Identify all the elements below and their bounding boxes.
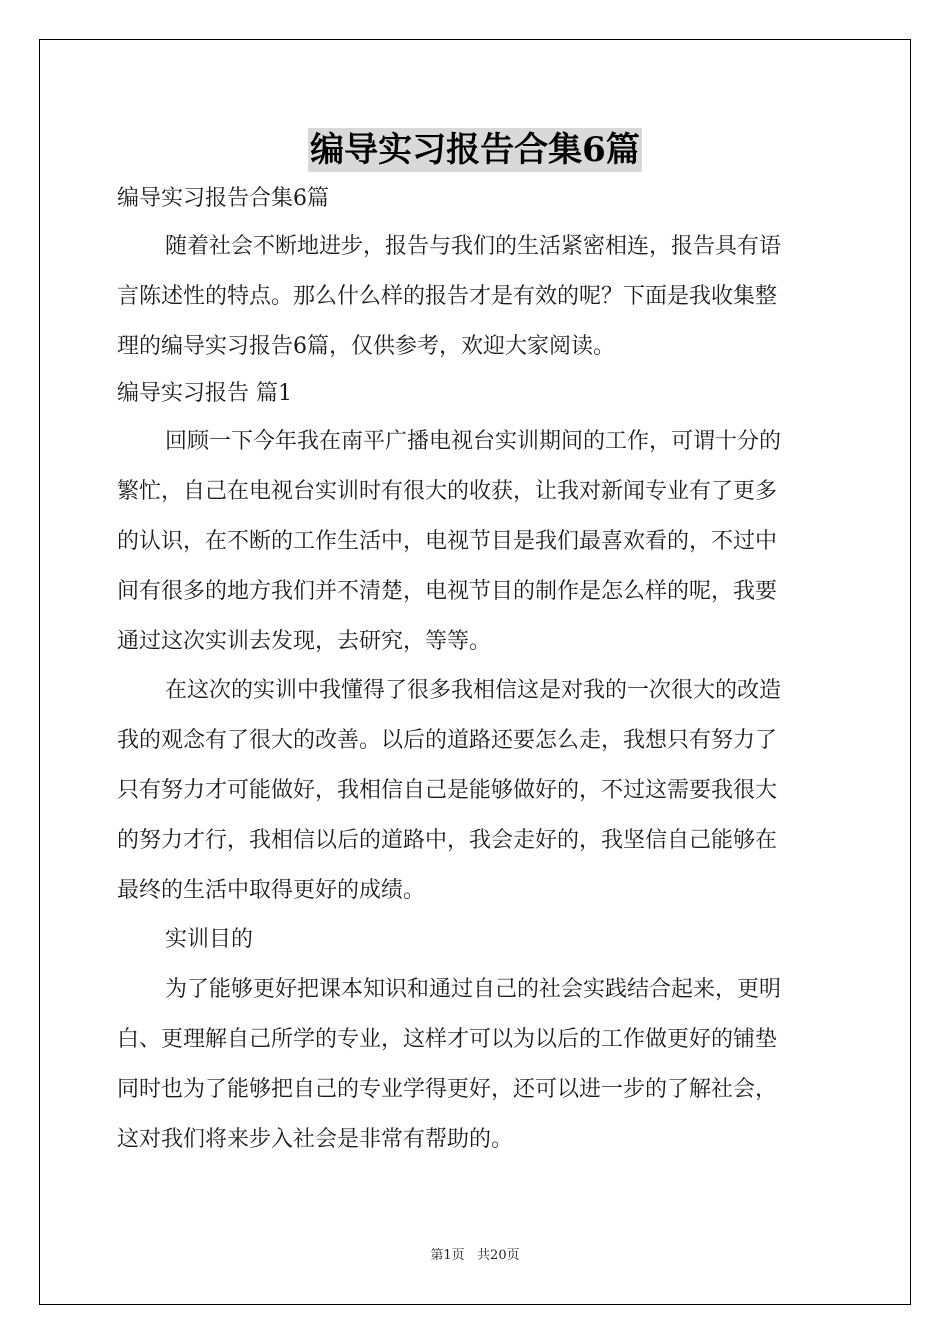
text-line: 我的观念有了很大的改善。以后的道路还要怎么走，我想只有努力了: [117, 728, 778, 754]
document-body: [117, 176, 833, 1164]
page-number: 第1页 共20页: [430, 1248, 520, 1263]
text-line: 同时也为了能够把自己的专业学得更好，还可以进一步的了解社会，: [117, 1076, 778, 1102]
text-line: 在这次的实训中我懂得了很多我相信这是对我的一次很大的改造: [165, 678, 782, 704]
text-line: 白、更理解自己所学的专业，这样才可以为以后的工作做更好的铺垫: [117, 1026, 778, 1052]
text-line: 理的编导实习报告6篇，仅供参考，欢迎大家阅读。: [117, 333, 615, 359]
document-title: [0, 126, 950, 174]
text-line: 只有努力才可能做好，我相信自己是能够做好的，不过这需要我很大: [117, 777, 778, 803]
document-title-text: 编导实习报告合集6篇: [310, 130, 640, 170]
text-line: 随着社会不断地进步，报告与我们的生活紧密相连，报告具有语: [165, 234, 782, 259]
text-line: 的努力才行，我相信以后的道路中，我会走好的，我坚信自己能够在: [117, 827, 778, 853]
text-line: 的认识，在不断的工作生活中，电视节目是我们最喜欢看的，不过中: [117, 528, 778, 554]
text-line: 这对我们将来步入社会是非常有帮助的。: [117, 1126, 514, 1152]
page-footer: [0, 1244, 950, 1263]
text-line: 为了能够更好把课本知识和通过自己的社会实践结合起来，更明: [165, 977, 782, 1003]
text-line: 言陈述性的特点。那么什么样的报告才是有效的呢？下面是我收集整: [117, 283, 778, 309]
text-line: 繁忙，自己在电视台实训时有很大的收获，让我对新闻专业有了更多: [117, 479, 778, 505]
section-heading: 编导实习报告合集6篇: [117, 186, 329, 211]
section-heading: 编导实习报告 篇1: [117, 381, 292, 407]
text-line: 间有很多的地方我们并不清楚，电视节目的制作是怎么样的呢，我要: [117, 578, 778, 604]
text-line: 最终的生活中取得更好的成绩。: [117, 877, 426, 903]
text-line: 回顾一下今年我在南平广播电视台实训期间的工作，可谓十分的: [165, 429, 782, 455]
text-line: 通过这次实训去发现，去研究，等等。: [117, 628, 492, 654]
text-line: 实训目的: [165, 927, 254, 953]
